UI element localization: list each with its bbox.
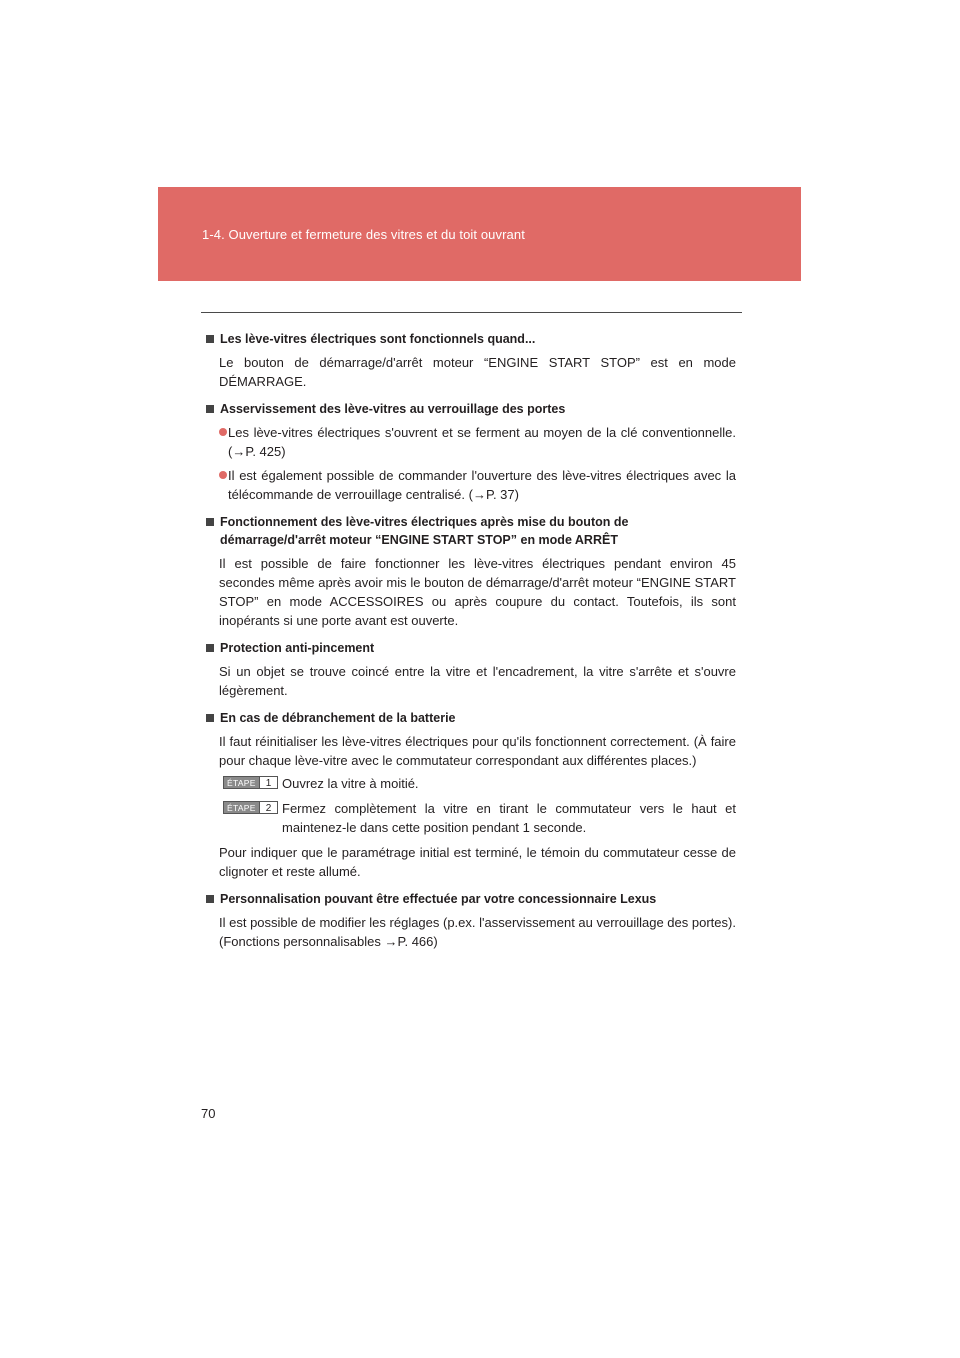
square-bullet-icon <box>206 895 214 903</box>
section-title: 1-4. Ouverture et fermeture des vitres et du toit ouvrant <box>202 227 525 242</box>
round-bullet-icon <box>219 428 227 436</box>
square-bullet-icon <box>206 405 214 413</box>
step-badge: ÉTAPE 2 <box>223 801 278 814</box>
square-bullet-icon <box>206 644 214 652</box>
section-heading: Les lève-vitres électriques sont fonctionnels quand... <box>206 330 736 348</box>
section-body: Il est possible de modifier les réglages (p.ex. l'asservissement au verrouillage des portes). <box>219 915 736 930</box>
section-body: Le bouton de démarrage/d'arrêt moteur “ENGINE START STOP” est en mode DÉMARRAGE. <box>219 355 736 389</box>
list-item: Il est également possible de commander l'ouverture des lève-vitres électriques avec la télécommande de verrouillage centralisé. (→P. 37) <box>206 466 736 504</box>
divider-rule <box>201 312 742 313</box>
section-heading: En cas de débranchement de la batterie <box>206 709 736 727</box>
step-item: ÉTAPE 1 Ouvrez la vitre à moitié. <box>206 774 736 793</box>
page-content <box>206 330 736 955</box>
step-badge: ÉTAPE 1 <box>223 776 278 789</box>
section-body: Il est possible de faire fonctionner les lève-vitres électriques pendant environ 45 secondes même après avoir mis le bouton de démarrage/d'arrêt moteur “ENGINE START STOP” en mode ACCESSOIRES ou après coupure du contact. Toutefois, ils sont inopérants si une porte avant est ouverte. <box>219 556 736 628</box>
section-body: Il faut réinitialiser les lève-vitres électriques pour qu'ils fonctionnent correctement. (À faire pour chaque lève-vitre avec le commutateur correspondant aux différentes places.) <box>219 734 736 768</box>
step-item: ÉTAPE 2 Fermez complètement la vitre en tirant le commutateur vers le haut et maintenez-le dans cette position pendant 1 seconde. <box>206 799 736 837</box>
section-body: Si un objet se trouve coincé entre la vitre et l'encadrement, la vitre s'arrête et s'ouvre légèrement. <box>219 664 736 698</box>
square-bullet-icon <box>206 335 214 343</box>
section-body: Pour indiquer que le paramétrage initial est terminé, le témoin du commutateur cesse de clignoter et reste allumé. <box>219 845 736 879</box>
square-bullet-icon <box>206 518 214 526</box>
section-heading: Protection anti-pincement <box>206 639 736 657</box>
list-item: Les lève-vitres électriques s'ouvrent et se ferment au moyen de la clé conventionnelle. (→P. 425) <box>206 423 736 461</box>
page-number: 70 <box>201 1106 216 1121</box>
header-band <box>158 187 801 281</box>
round-bullet-icon <box>219 471 227 479</box>
section-heading: Asservissement des lève-vitres au verrouillage des portes <box>206 400 736 418</box>
section-heading: Fonctionnement des lève-vitres électriques après mise du bouton de démarrage/d'arrêt moteur “ENGINE START STOP” en mode ARRÊT <box>206 513 736 549</box>
section-body: (Fonctions personnalisables →P. 466) <box>219 934 438 949</box>
square-bullet-icon <box>206 714 214 722</box>
section-heading: Personnalisation pouvant être effectuée par votre concessionnaire Lexus <box>206 890 736 908</box>
